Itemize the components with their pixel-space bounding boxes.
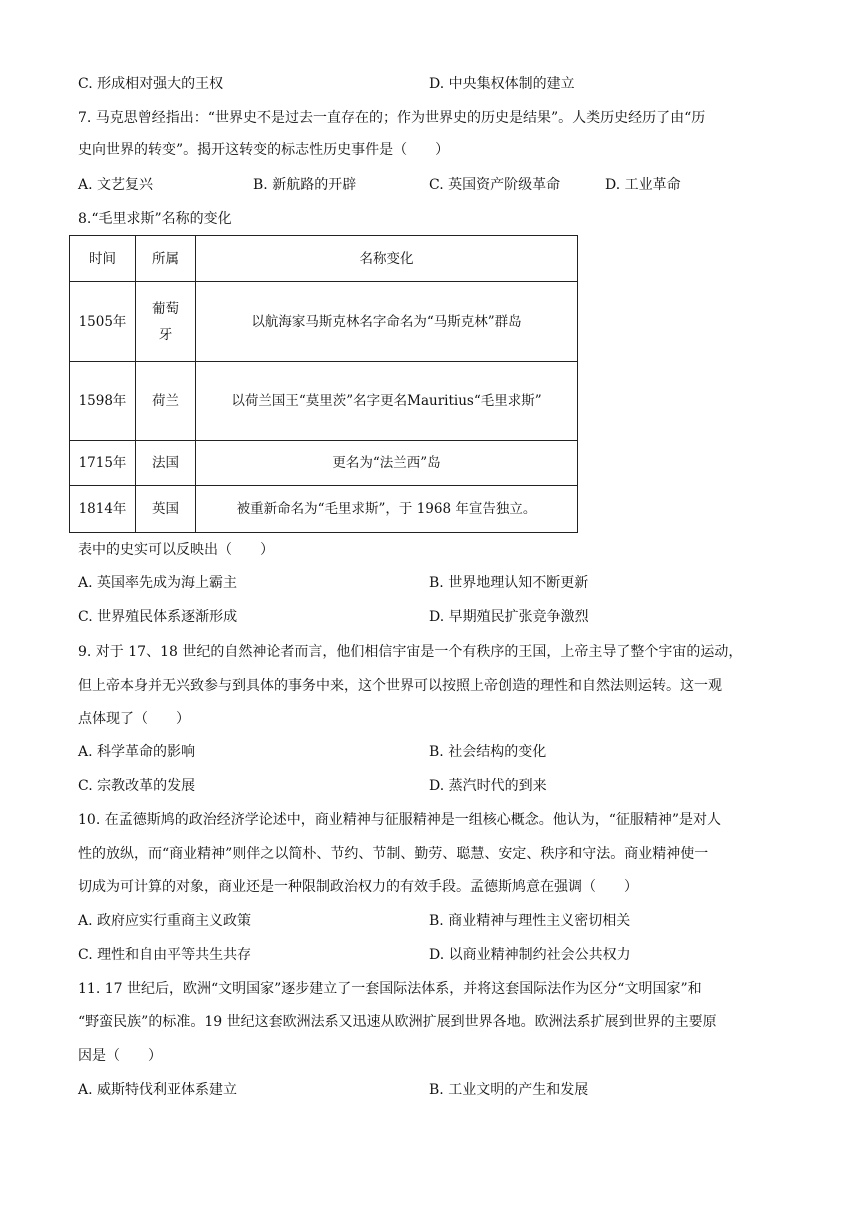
q9-option-c: C. 宗教改革的发展 [78, 778, 196, 794]
cell-time: 1505年 [70, 282, 136, 362]
q10-option-c: C. 理性和自由平等共生共存 [78, 947, 252, 963]
q9-stem-line2: 但上帝本身并无兴致参与到具体的事务中来，这个世界可以按照上帝创造的理性和自然法则运转。这一观 [78, 678, 722, 694]
header-time: 时间 [70, 236, 136, 282]
table-header-row [70, 236, 578, 282]
table-row [70, 441, 578, 486]
q8-name-change-table [69, 235, 578, 533]
q8-stem: 8.“毛里求斯”名称的变化 [78, 211, 232, 227]
cell-owner: 荷兰 [136, 362, 196, 441]
header-owner: 所属 [136, 236, 196, 282]
cell-owner: 葡萄牙 [136, 282, 196, 362]
q11-option-b: B. 工业文明的产生和发展 [429, 1082, 589, 1098]
cell-time: 1715年 [70, 441, 136, 486]
header-name-change: 名称变化 [196, 236, 578, 282]
q10-option-d: D. 以商业精神制约社会公共权力 [429, 947, 631, 963]
table-row [70, 486, 578, 533]
table-row [70, 362, 578, 441]
q9-stem-line1: 9. 对于 17、18 世纪的自然神论者而言，他们相信宇宙是一个有秩序的王国，上帝主导了整个宇宙的运动， [78, 644, 743, 660]
q7-option-d: D. 工业革命 [605, 177, 681, 193]
q11-stem-line2: “野蛮民族”的标准。19 世纪这套欧洲法系又迅速从欧洲扩展到世界各地。欧洲法系扩展到世界的主要原 [78, 1014, 717, 1030]
q9-option-a: A. 科学革命的影响 [78, 744, 196, 760]
q8-option-b: B. 世界地理认知不断更新 [429, 575, 589, 591]
cell-owner: 法国 [136, 441, 196, 486]
q10-option-b: B. 商业精神与理性主义密切相关 [429, 913, 631, 929]
cell-change: 以航海家马斯克林名字命名为“马斯克林”群岛 [196, 282, 578, 362]
q8-after-table: 表中的史实可以反映出（ ） [78, 542, 274, 558]
cell-time: 1814年 [70, 486, 136, 533]
q7-option-c: C. 英国资产阶级革命 [429, 177, 561, 193]
q8-option-c: C. 世界殖民体系逐渐形成 [78, 609, 238, 625]
cell-change: 更名为“法兰西”岛 [196, 441, 578, 486]
q10-option-a: A. 政府应实行重商主义政策 [78, 913, 252, 929]
q7-option-a: A. 文艺复兴 [78, 177, 154, 193]
q7-stem-line2: 史向世界的转变”。揭开这转变的标志性历史事件是（ ） [78, 142, 450, 158]
q7-stem-line1: 7. 马克思曾经指出：“世界史不是过去一直存在的；作为世界史的历史是结果”。人类历史经历了由“历 [78, 110, 706, 126]
cell-change: 被重新命名为“毛里求斯”，于 1968 年宣告独立。 [196, 486, 578, 533]
q9-option-d: D. 蒸汽时代的到来 [429, 778, 547, 794]
cell-change: 以荷兰国王“莫里茨”名字更名Mauritius“毛里求斯” [196, 362, 578, 441]
q10-stem-line3: 切成为可计算的对象，商业还是一种限制政治权力的有效手段。孟德斯鸠意在强调（ ） [78, 879, 638, 895]
cell-owner: 英国 [136, 486, 196, 533]
q6-option-c: C. 形成相对强大的王权 [78, 76, 224, 92]
table-row [70, 282, 578, 362]
q9-stem-line3: 点体现了（ ） [78, 711, 190, 727]
q8-option-a: A. 英国率先成为海上霸主 [78, 575, 238, 591]
q8-option-d: D. 早期殖民扩张竞争激烈 [429, 609, 589, 625]
q11-stem-line1: 11. 17 世纪后，欧洲“文明国家”逐步建立了一套国际法体系，并将这套国际法作为区分“文明国家”和 [78, 981, 702, 997]
q10-stem-line2: 性的放纵，而“商业精神”则伴之以简朴、节约、节制、勤劳、聪慧、安定、秩序和守法。商业精神使一 [78, 846, 709, 862]
q7-option-b: B. 新航路的开辟 [253, 177, 357, 193]
q11-option-a: A. 威斯特伐利亚体系建立 [78, 1082, 238, 1098]
cell-time: 1598年 [70, 362, 136, 441]
q11-stem-line3: 因是（ ） [78, 1048, 162, 1064]
q10-stem-line1: 10. 在孟德斯鸠的政治经济学论述中，商业精神与征服精神是一组核心概念。他认为，“征服精神”是对人 [78, 812, 722, 828]
q6-option-d: D. 中央集权体制的建立 [429, 76, 575, 92]
q9-option-b: B. 社会结构的变化 [429, 744, 547, 760]
